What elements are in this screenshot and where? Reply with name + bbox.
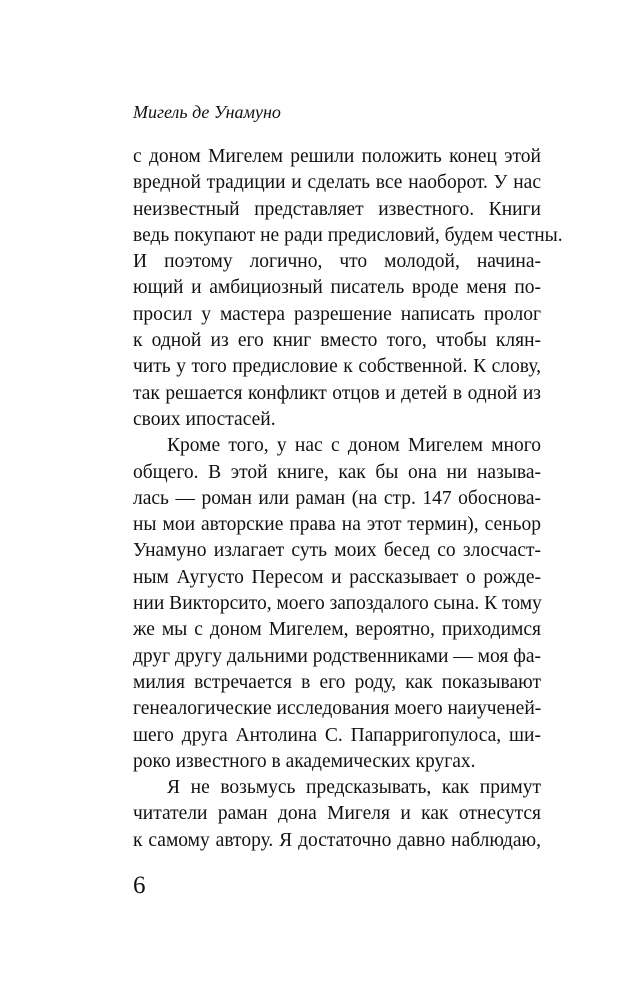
text-line: роко известного в академических кругах.: [133, 750, 476, 772]
text-line: Кроме того, у нас с доном Мигелем много: [167, 435, 541, 457]
text-line: общего. В этой книге, как бы она ни называ-: [133, 461, 541, 483]
text-line: к самому автору. Я достаточно давно наблюдаю,: [133, 829, 541, 851]
body-text: [133, 144, 563, 854]
text-line: читатели раман дона Мигеля и как отнесутся: [133, 803, 541, 825]
text-line: своих ипостасей.: [133, 408, 276, 430]
text-line: с доном Мигелем решили положить конец этой: [133, 146, 541, 167]
paragraph: [133, 144, 563, 433]
text-line: ным Аугусто Пересом и рассказывает о рожде-: [133, 566, 541, 588]
text-line: друг другу дальними родственниками — моя фа-: [133, 645, 542, 667]
text-line: чить у того предисловие к собственной. К слову,: [133, 356, 541, 378]
text-line: ведь покупают не ради предисловий, будем честны.: [133, 224, 563, 246]
text-line: к одной из его книг вместо того, чтобы клян-: [133, 330, 541, 352]
text-line: просил у мастера разрешение написать пролог: [133, 303, 541, 325]
text-line: лась — роман или раман (на стр. 147 обоснова-: [133, 487, 541, 509]
text-line: неизвестный представляет известного. Книги: [133, 198, 541, 220]
text-line: же мы с доном Мигелем, вероятно, приходимся: [133, 619, 541, 641]
text-line: нии Викторсито, моего запоздалого сына. К тому: [133, 593, 542, 615]
paragraph: [133, 433, 541, 775]
text-line: И поэтому логично, что молодой, начина-: [133, 251, 541, 273]
paragraph: [133, 775, 541, 854]
running-head: Мигель де Унамуно: [133, 102, 281, 122]
page-number: 6: [133, 872, 146, 899]
text-line: вредной традиции и сделать все наоборот. У нас: [133, 172, 541, 194]
text-line: шего друга Антолина С. Папарригопулоса, ши-: [133, 724, 541, 746]
text-line: Я не возьмусь предсказывать, как примут: [167, 777, 541, 799]
text-line: милия встречается в его роду, как показывают: [133, 671, 541, 693]
text-line: Унамуно излагает суть моих бесед со злосчаст-: [133, 540, 541, 562]
text-line: генеалогические исследования моего наиученей-: [133, 698, 542, 720]
text-line: так решается конфликт отцов и детей в одной из: [133, 382, 541, 404]
text-line: ны мои авторские права на этот термин), сеньор: [133, 514, 541, 536]
text-line: ющий и амбициозный писатель вроде меня по-: [133, 277, 541, 299]
